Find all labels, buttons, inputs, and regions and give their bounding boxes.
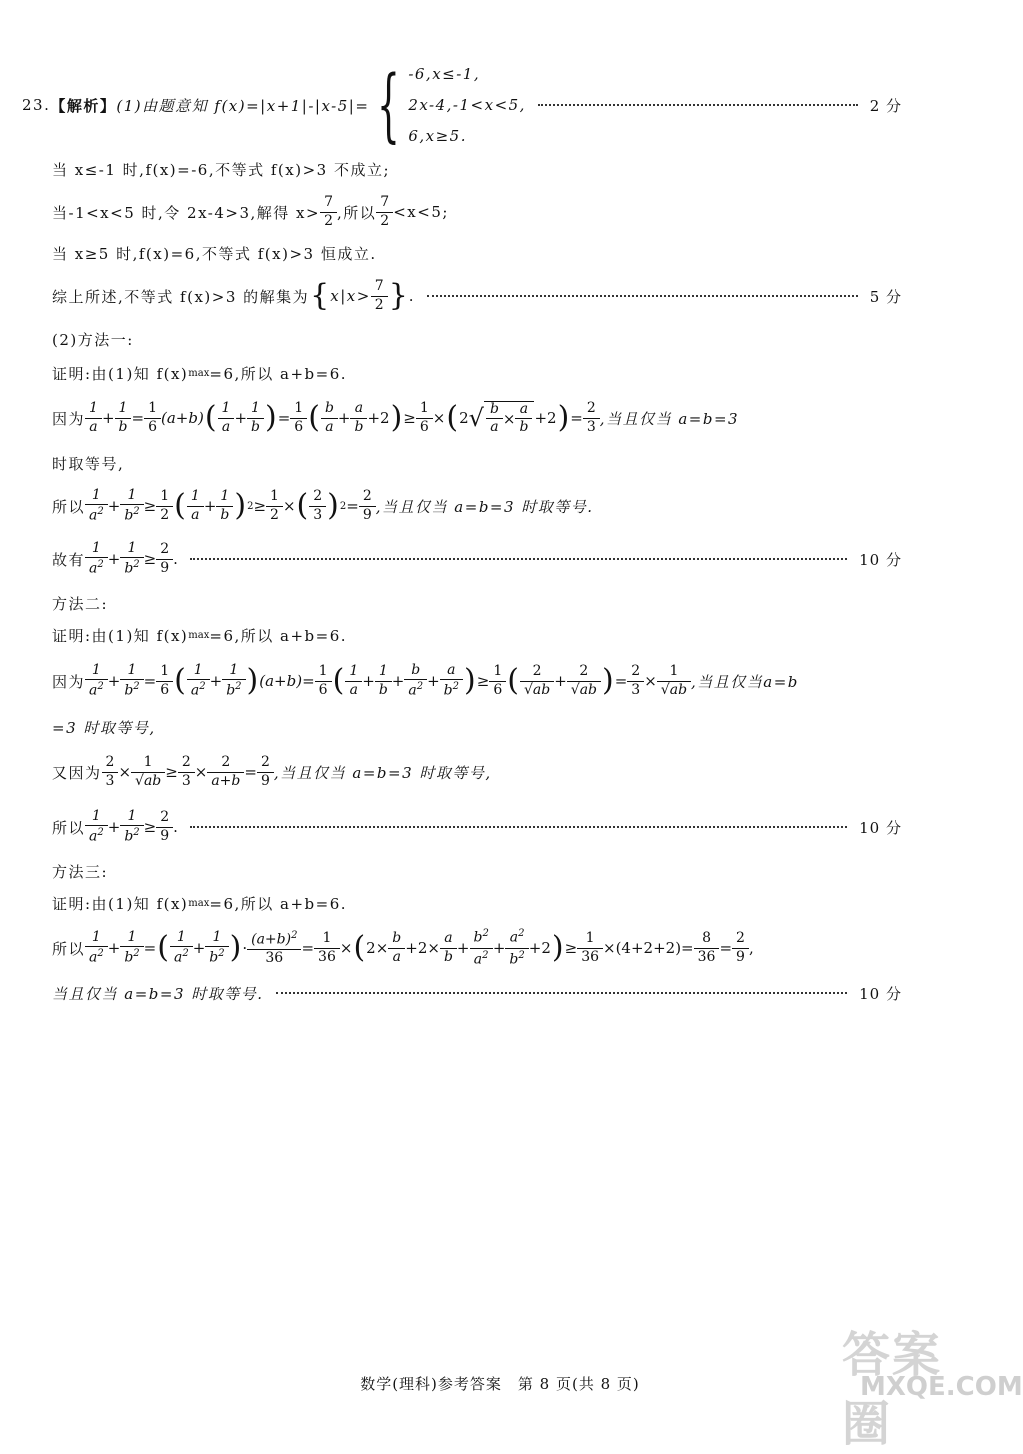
method3-proof-start: 证明:由(1)知 f(x) max =6,所以 a+b=6. — [52, 894, 348, 913]
piecewise-cases — [369, 59, 526, 152]
question-number: 23. — [22, 96, 51, 114]
case-line-2: 当-1<x<5 时,令 2x-4>3,解得 x> 7 2 ,所以 7 2 <x<5; — [52, 194, 449, 229]
score-10: 10 分 — [859, 818, 902, 837]
method2-equality-note: =3 时取等号, — [52, 718, 156, 737]
fraction: 7 2 — [378, 195, 391, 229]
method3-inequality: 所以 1 $a^2$ + 1 $b^2$ = ( 1 $a^2$ + 1 $b^2$ ) · $(a+b)^2$ 36 = 1 36 × ( 2× b a +2× a b + $b^2$ $a^2$ + $a^2$ $b^2$ +2 ) ≥ 1 36 ×(4+2+2)= 8 36 = 2 9 , — [52, 928, 754, 968]
page-footer: 数学(理科)参考答案 第 8 页(共 8 页) — [360, 1375, 640, 1393]
leader-dots — [190, 826, 847, 828]
method1-equality-note: 时取等号, — [52, 454, 125, 473]
method2-heading: 方法二: — [52, 594, 109, 613]
case-line-3: 当 x≥5 时,f(x)=6,不等式 f(x)>3 恒成立. — [52, 244, 377, 263]
method2-inequality: 因为 1 $a^2$ + 1 $b^2$ = 1 6 ( 1 $a^2$ + 1 $b^2$ ) (a+b) = 1 6 ( 1 a + 1 b + b $a^2$ + a $b^2$ ) ≥ 1 6 ( 2 √ab + 2 √ab ) = 2 3 × 1 √ab ,当且仅当a=b — [52, 661, 799, 699]
method3-conclusion: 当且仅当 a=b=3 时取等号. 10 分 — [52, 984, 902, 1003]
analysis-tag: 【解析】 — [50, 96, 117, 115]
method2-second-step: 又因为 2 3 × 1 √ab ≥ 2 3 × 2 a+b = 2 9 ,当且仅当 a=b=3 时取等号, — [52, 754, 492, 789]
score-5: 5 分 — [869, 287, 902, 306]
conclusion-line: 综上所述,不等式 f(x)>3 的解集为 { x|x> 7 2 } . 5 分 — [52, 278, 902, 313]
part1-intro: (1)由题意知 f(x)=|x+1|-|x-5|= — [116, 96, 370, 115]
watermark-logo: 答案圈 MXQE.COM — [842, 1327, 1023, 1452]
case-2: 2x-4,-1<x<5, — [408, 95, 526, 114]
case-line-1: 当 x≤-1 时,f(x)=-6,不等式 f(x)>3 不成立; — [52, 160, 391, 179]
method1-proof-start: 证明:由(1)知 f(x) max =6,所以 a+b=6. — [52, 364, 348, 383]
score-10: 10 分 — [859, 550, 902, 569]
leader-dots — [190, 558, 847, 560]
part2-heading: (2)方法一: — [52, 330, 134, 349]
method2-proof-start: 证明:由(1)知 f(x) max =6,所以 a+b=6. — [52, 626, 348, 645]
case-3: 6,x≥5. — [408, 126, 467, 145]
part1-definition — [22, 60, 902, 150]
score-2: 2 分 — [869, 96, 902, 115]
method1-conclusion: 故有 1 $a^2$ + 1 $b^2$ ≥ 2 9 . 10 分 — [52, 539, 902, 577]
leader-dots — [427, 295, 858, 297]
fraction: 7 2 — [322, 195, 335, 229]
method3-heading: 方法三: — [52, 862, 109, 881]
method2-conclusion: 所以 1 $a^2$ + 1 $b^2$ ≥ 2 9 . 10 分 — [52, 807, 902, 845]
left-brace-icon: { — [377, 58, 401, 151]
leader-dots — [538, 104, 858, 106]
method1-inequality: 因为 1 a + 1 b = 1 6 (a+b) ( 1 a + 1 b ) = 1 6 ( b a + a b +2 ) ≥ 1 6 × ( 2 √ b a × a b +2 ) = 2 3 ,当且仅当 a=b=3 — [52, 400, 740, 435]
method1-square-step: 所以 1 $a^2$ + 1 $b^2$ ≥ 1 2 ( 1 a + 1 b ) 2 ≥ 1 2 × ( 2 3 ) 2 = 2 9 ,当且仅当 a=b=3 时取等号. — [52, 486, 594, 524]
score-10: 10 分 — [859, 984, 902, 1003]
case-1: -6,x≤-1, — [408, 64, 481, 83]
leader-dots — [276, 992, 848, 994]
